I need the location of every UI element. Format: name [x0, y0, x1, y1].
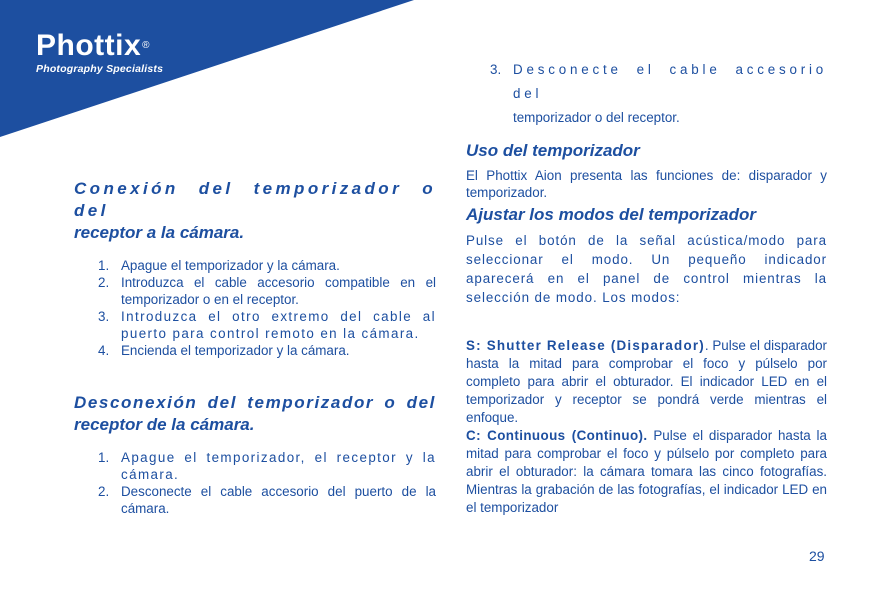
- mode-s-term: S: Shutter Release (Disparador): [466, 338, 705, 353]
- disconnect-steps-list: [74, 449, 436, 517]
- mode-c-text: Pulse el disparador hasta la mitad para comprobar el foco y púlselo por completo para abrir el obturador: la cámara tomara las cinco fotografías. Mientras la grabación de las fotografías, el indicador LED en el temporizador: [466, 428, 827, 515]
- mode-c-paragraph: [466, 427, 827, 517]
- logo-tagline: Photography Specialists: [36, 63, 164, 75]
- section-heading-disconnect: [74, 392, 436, 436]
- list-item: 3. Introduzca el otro extremo del cable al puerto para control remoto en la cámara.: [98, 309, 436, 341]
- disconnect-steps-continued: [466, 58, 827, 130]
- list-item: 3. Desconecte el cable accesorio del temporizador o del receptor.: [490, 62, 827, 125]
- mode-s-text: . Pulse el disparador hasta la mitad para comprobar el foco y púlselo por completo para abrir el obturador. El indicador LED en el temporizador y receptor se pondrá verde mientras el enfoque.: [466, 338, 827, 425]
- uso-text: El Phottix Aion presenta las funciones de: disparador y temporizador.: [466, 168, 827, 200]
- heading-line-2: receptor de la cámara.: [74, 415, 255, 434]
- list-item: 1. Apague el temporizador, el receptor y la cámara.: [98, 450, 436, 482]
- right-column: [466, 58, 827, 517]
- heading-line-2: receptor a la cámara.: [74, 223, 245, 242]
- uso-heading: Uso del temporizador: [466, 141, 640, 160]
- logo-name: Phottix: [36, 29, 142, 62]
- mode-c-term: C: Continuous (Continuo).: [466, 428, 648, 443]
- heading-line-1: Conexión del temporizador o del: [74, 179, 436, 220]
- list-item: 2. Introduzca el cable accesorio compatible en el temporizador o en el receptor.: [98, 275, 436, 307]
- heading-line-1: Desconexión del temporizador o del: [74, 393, 436, 412]
- phottix-logo: [36, 30, 163, 75]
- registered-mark: ®: [142, 40, 151, 51]
- section-heading-connect: [74, 178, 436, 244]
- ajustar-heading: Ajustar los modos del temporizador: [466, 205, 756, 224]
- list-item: 1. Apague el temporizador y la cámara.: [98, 258, 340, 273]
- list-item: 4. Encienda el temporizador y la cámara.: [98, 343, 350, 358]
- ajustar-text: Pulse el botón de la señal acústica/modo para seleccionar el modo. Un pequeño indicador aparecerá en el panel de control mientras la selección de modo. Los modos:: [466, 233, 827, 305]
- page-number: 29: [809, 548, 825, 564]
- connect-steps-list: [74, 257, 436, 359]
- left-column: [74, 178, 436, 517]
- mode-s-paragraph: [466, 337, 827, 427]
- list-item: 2. Desconecte el cable accesorio del puerto de la cámara.: [98, 484, 436, 516]
